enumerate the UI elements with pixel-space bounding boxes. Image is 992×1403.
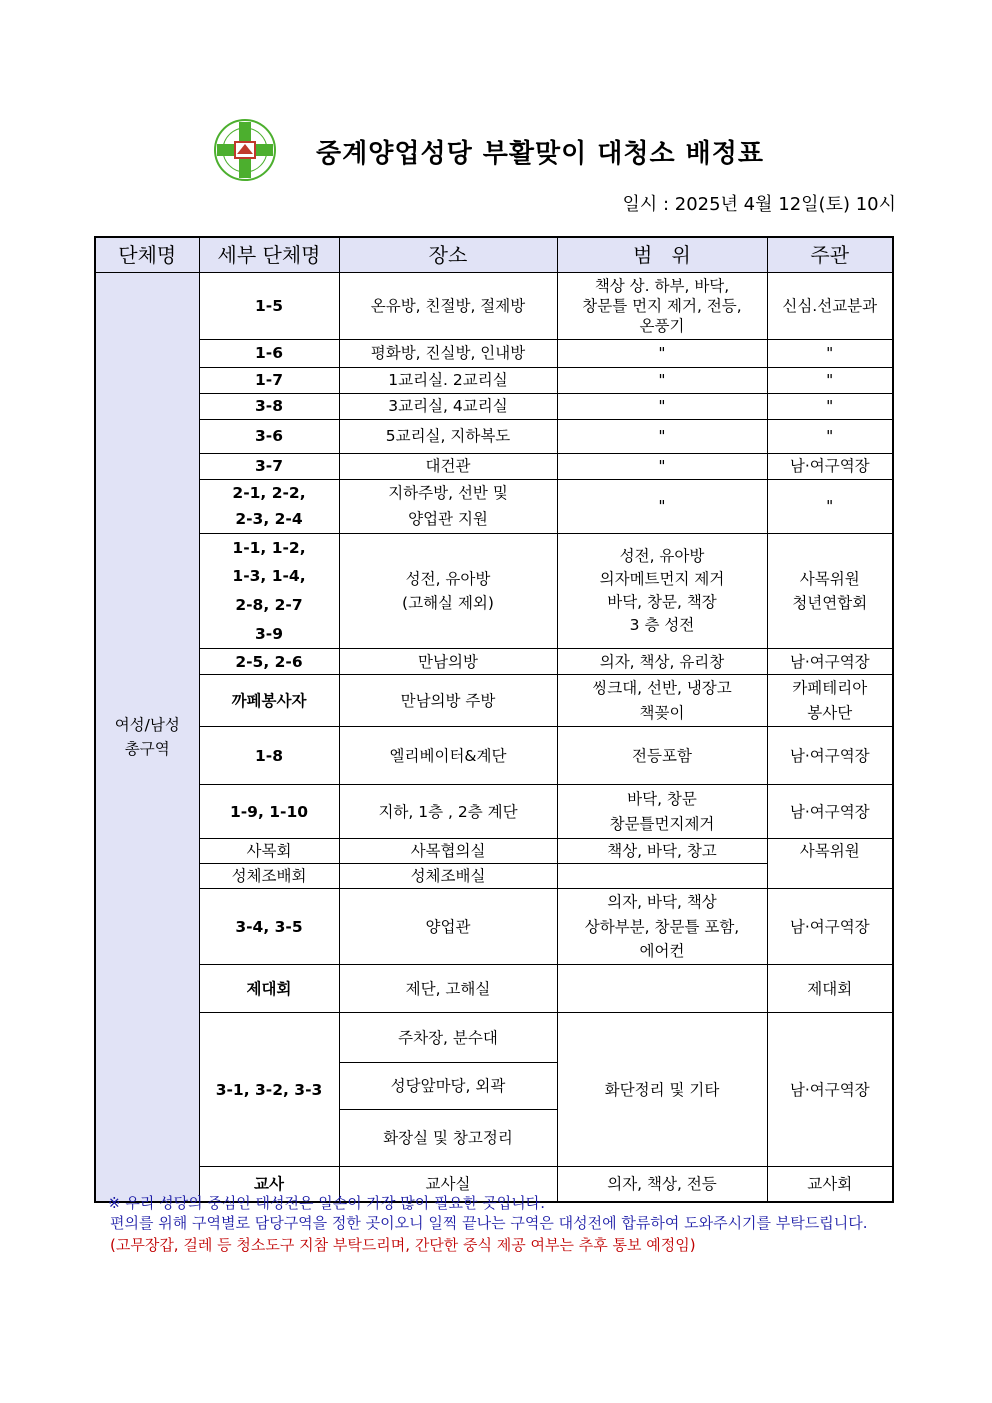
scope-cell: 전등포함 — [557, 727, 767, 785]
place-cell: 만남의방 — [339, 649, 557, 675]
scope-cell: 책상 상. 하부, 바닥, 창문틀 먼지 제거, 전등, 온풍기 — [557, 273, 767, 340]
subgroup-cell: 교사 — [199, 1167, 339, 1202]
footer-note-2: 편의를 위해 구역별로 담당구역을 정한 곳이오니 일찍 끝나는 구역은 대성전에 합류하여 도와주시기를 부탁드립니다. — [110, 1213, 868, 1232]
host-cell: 남·여구역장 — [767, 889, 893, 965]
page-title: 중계양업성당 부활맞이 대청소 배정표 — [316, 139, 765, 169]
place-cell: 제단, 고해실 — [339, 965, 557, 1013]
table-row — [95, 675, 893, 727]
event-date: 일시 : 2025년 4월 12일(토) 10시 — [622, 194, 896, 215]
subgroup-cell: 2-5, 2-6 — [199, 649, 339, 675]
place-cell: 화장실 및 창고정리 — [339, 1110, 557, 1167]
col-header-group: 단체명 — [95, 237, 199, 273]
host-cell: " — [767, 420, 893, 454]
col-header-host: 주관 — [767, 237, 893, 273]
table-row — [95, 839, 893, 864]
host-cell: 남·여구역장 — [767, 454, 893, 480]
place-cell: 지하, 1층 , 2층 계단 — [339, 785, 557, 839]
church-logo — [213, 118, 277, 182]
table-row — [95, 1013, 893, 1063]
host-cell: 남·여구역장 — [767, 727, 893, 785]
table-row — [95, 273, 893, 340]
place-cell: 1교리실. 2교리실 — [339, 368, 557, 394]
scope-cell: 의자, 바닥, 책상 상하부분, 창문틀 포함, 에어컨 — [557, 889, 767, 965]
place-cell: 교사실 — [339, 1167, 557, 1202]
place-cell: 양업관 — [339, 889, 557, 965]
scope-cell: " — [557, 454, 767, 480]
place-cell: 온유방, 친절방, 절제방 — [339, 273, 557, 340]
host-cell: 카페테리아 봉사단 — [767, 675, 893, 727]
host-cell: 신심.선교분과 — [767, 273, 893, 340]
table-row — [95, 785, 893, 839]
scope-cell: " — [557, 394, 767, 420]
table-row — [95, 889, 893, 965]
subgroup-cell: 사목회 — [199, 839, 339, 864]
host-cell: " — [767, 340, 893, 368]
scope-cell: " — [557, 340, 767, 368]
footer-note-1: ※ 우리 성당의 중심인 대성전은 일손이 가장 많이 필요한 곳입니다. — [108, 1194, 545, 1212]
host-cell: " — [767, 368, 893, 394]
table-header-row — [95, 237, 893, 273]
scope-cell — [557, 965, 767, 1013]
table-row — [95, 727, 893, 785]
table-row — [95, 394, 893, 420]
scope-cell: 책상, 바닥, 창고 — [557, 839, 767, 864]
subgroup-cell: 1-9, 1-10 — [199, 785, 339, 839]
scope-cell: 성전, 유아방 의자메트먼지 제거 바닥, 창문, 책장 3 층 성전 — [557, 533, 767, 649]
table-row — [95, 454, 893, 480]
place-cell: 성전, 유아방 (고해실 제외) — [339, 533, 557, 649]
subgroup-cell: 제대회 — [199, 965, 339, 1013]
host-cell: 사목위원 청년연합회 — [767, 533, 893, 649]
scope-cell: 씽크대, 선반, 냉장고 책꽂이 — [557, 675, 767, 727]
host-cell: 남·여구역장 — [767, 785, 893, 839]
table-row — [95, 649, 893, 675]
place-cell: 엘리베이터&계단 — [339, 727, 557, 785]
subgroup-cell: 1-8 — [199, 727, 339, 785]
scope-cell: 의자, 책상, 전등 — [557, 1167, 767, 1202]
host-cell: 남·여구역장 — [767, 1013, 893, 1167]
scope-cell — [557, 864, 767, 889]
subgroup-cell: 3-6 — [199, 420, 339, 454]
host-cell: " — [767, 394, 893, 420]
place-cell: 만남의방 주방 — [339, 675, 557, 727]
footer-note-3: (고무장갑, 걸레 등 청소도구 지참 부탁드리며, 간단한 중식 제공 여부는 추후 통보 예정임) — [110, 1236, 696, 1254]
subgroup-cell: 3-1, 3-2, 3-3 — [199, 1013, 339, 1167]
place-cell: 지하주방, 선반 및 양업관 지원 — [339, 480, 557, 534]
subgroup-cell: 3-4, 3-5 — [199, 889, 339, 965]
scope-cell: " — [557, 368, 767, 394]
place-cell: 3교리실, 4교리실 — [339, 394, 557, 420]
table-row — [95, 340, 893, 368]
subgroup-cell: 3-8 — [199, 394, 339, 420]
subgroup-cell: 3-7 — [199, 454, 339, 480]
subgroup-cell: 까페봉사자 — [199, 675, 339, 727]
subgroup-cell: 1-1, 1-2, 1-3, 1-4, 2-8, 2-7 3-9 — [199, 533, 339, 649]
host-cell: 남·여구역장 — [767, 649, 893, 675]
subgroup-cell: 1-7 — [199, 368, 339, 394]
footer-notes — [104, 1194, 894, 1256]
place-cell: 대건관 — [339, 454, 557, 480]
table-row — [95, 420, 893, 454]
table-row — [95, 368, 893, 394]
col-header-scope: 범 위 — [557, 237, 767, 273]
place-cell: 5교리실, 지하복도 — [339, 420, 557, 454]
scope-cell: 의자, 책상, 유리창 — [557, 649, 767, 675]
subgroup-cell: 1-6 — [199, 340, 339, 368]
subgroup-cell: 성체조배회 — [199, 864, 339, 889]
host-cell: 교사회 — [767, 1167, 893, 1202]
scope-cell: 화단정리 및 기타 — [557, 1013, 767, 1167]
place-cell: 주차장, 분수대 — [339, 1013, 557, 1063]
place-cell: 성당앞마당, 외곽 — [339, 1063, 557, 1110]
place-cell: 성체조배실 — [339, 864, 557, 889]
subgroup-cell: 1-5 — [199, 273, 339, 340]
subgroup-cell: 2-1, 2-2, 2-3, 2-4 — [199, 480, 339, 534]
place-cell: 평화방, 진실방, 인내방 — [339, 340, 557, 368]
place-cell: 사목협의실 — [339, 839, 557, 864]
host-cell: 사목위원 — [767, 839, 893, 889]
cleaning-schedule-table — [94, 236, 894, 1203]
scope-cell: " — [557, 420, 767, 454]
col-header-subgroup: 세부 단체명 — [199, 237, 339, 273]
group-cell: 여성/남성 총구역 — [95, 273, 199, 1202]
table-row — [95, 965, 893, 1013]
table-row — [95, 533, 893, 649]
table-row — [95, 480, 893, 534]
col-header-place: 장소 — [339, 237, 557, 273]
host-cell: 제대회 — [767, 965, 893, 1013]
scope-cell: " — [557, 480, 767, 534]
scope-cell: 바닥, 창문 창문틀먼지제거 — [557, 785, 767, 839]
host-cell: " — [767, 480, 893, 534]
